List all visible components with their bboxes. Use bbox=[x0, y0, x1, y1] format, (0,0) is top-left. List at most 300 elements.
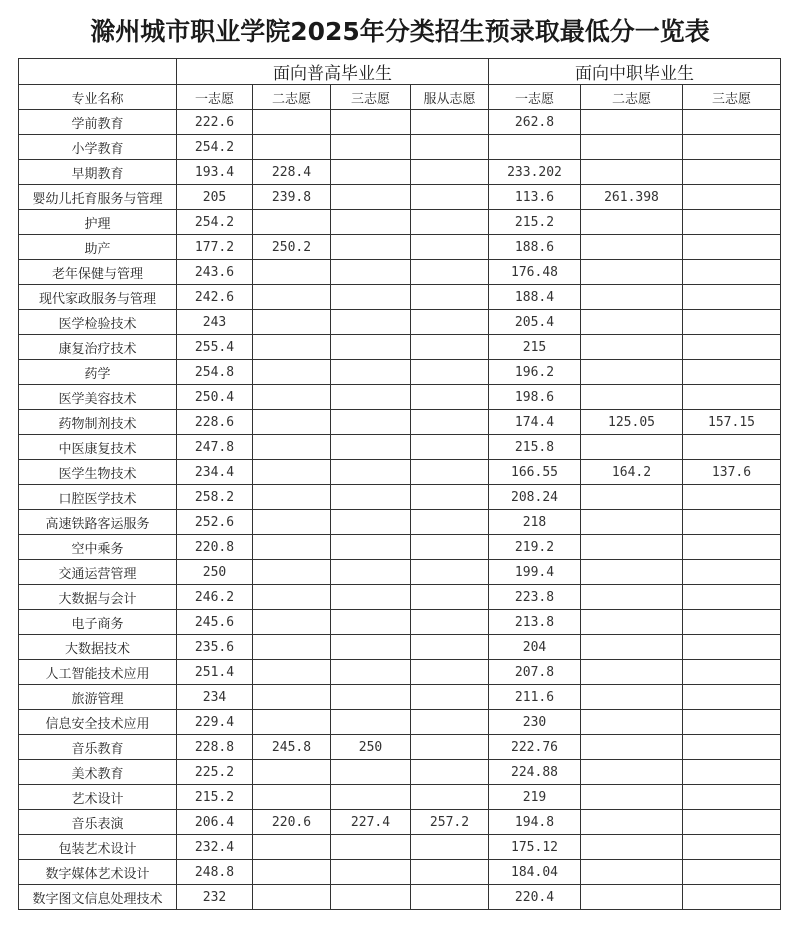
major-name-cell: 音乐教育 bbox=[19, 735, 177, 760]
vocational-third-cell bbox=[683, 260, 781, 285]
table-row bbox=[19, 760, 781, 785]
vocational-first-cell: 220.4 bbox=[489, 885, 581, 910]
vocational-second-cell bbox=[581, 360, 683, 385]
major-name-cell: 信息安全技术应用 bbox=[19, 710, 177, 735]
major-name-cell: 护理 bbox=[19, 210, 177, 235]
empty-corner-cell bbox=[19, 59, 177, 85]
general-obey-cell bbox=[411, 185, 489, 210]
vocational-second-cell bbox=[581, 310, 683, 335]
general-obey-cell bbox=[411, 285, 489, 310]
table-row bbox=[19, 210, 781, 235]
major-name-cell: 空中乘务 bbox=[19, 535, 177, 560]
general-obey-cell bbox=[411, 760, 489, 785]
vocational-first-cell: 188.4 bbox=[489, 285, 581, 310]
vocational-second-cell bbox=[581, 635, 683, 660]
general-third-cell bbox=[331, 585, 411, 610]
vocational-first-cell: 196.2 bbox=[489, 360, 581, 385]
vocational-first-cell: 175.12 bbox=[489, 835, 581, 860]
general-obey-cell bbox=[411, 585, 489, 610]
vocational-second-cell bbox=[581, 485, 683, 510]
general-second-cell bbox=[253, 535, 331, 560]
table-row bbox=[19, 335, 781, 360]
table-row bbox=[19, 185, 781, 210]
table-row bbox=[19, 385, 781, 410]
major-name-cell: 药学 bbox=[19, 360, 177, 385]
general-second-cell bbox=[253, 685, 331, 710]
col-header-general-third: 三志愿 bbox=[331, 85, 411, 110]
vocational-third-cell bbox=[683, 860, 781, 885]
vocational-second-cell bbox=[581, 510, 683, 535]
general-obey-cell bbox=[411, 635, 489, 660]
general-first-cell: 242.6 bbox=[177, 285, 253, 310]
general-obey-cell bbox=[411, 485, 489, 510]
vocational-third-cell bbox=[683, 535, 781, 560]
general-first-cell: 206.4 bbox=[177, 810, 253, 835]
general-obey-cell bbox=[411, 885, 489, 910]
general-third-cell bbox=[331, 685, 411, 710]
table-row bbox=[19, 635, 781, 660]
general-second-cell bbox=[253, 135, 331, 160]
general-third-cell bbox=[331, 760, 411, 785]
general-third-cell bbox=[331, 335, 411, 360]
vocational-first-cell: 207.8 bbox=[489, 660, 581, 685]
vocational-third-cell bbox=[683, 285, 781, 310]
page-title: 滁州城市职业学院2025年分类招生预录取最低分一览表 bbox=[90, 17, 710, 46]
column-header-row bbox=[19, 85, 781, 110]
general-obey-cell bbox=[411, 685, 489, 710]
vocational-third-cell bbox=[683, 335, 781, 360]
major-name-cell: 医学检验技术 bbox=[19, 310, 177, 335]
general-obey-cell bbox=[411, 435, 489, 460]
general-second-cell bbox=[253, 435, 331, 460]
general-first-cell: 177.2 bbox=[177, 235, 253, 260]
vocational-third-cell: 137.6 bbox=[683, 460, 781, 485]
general-third-cell bbox=[331, 785, 411, 810]
col-header-general-obey: 服从志愿 bbox=[411, 85, 489, 110]
general-second-cell bbox=[253, 835, 331, 860]
group-header-row bbox=[19, 59, 781, 85]
general-obey-cell bbox=[411, 660, 489, 685]
vocational-first-cell: 215.2 bbox=[489, 210, 581, 235]
general-obey-cell bbox=[411, 110, 489, 135]
major-name-cell: 音乐表演 bbox=[19, 810, 177, 835]
general-obey-cell bbox=[411, 385, 489, 410]
vocational-second-cell bbox=[581, 210, 683, 235]
general-first-cell: 254.2 bbox=[177, 135, 253, 160]
general-second-cell bbox=[253, 385, 331, 410]
general-second-cell bbox=[253, 260, 331, 285]
vocational-first-cell: 215.8 bbox=[489, 435, 581, 460]
vocational-second-cell bbox=[581, 560, 683, 585]
vocational-first-cell bbox=[489, 135, 581, 160]
vocational-third-cell bbox=[683, 210, 781, 235]
general-obey-cell bbox=[411, 610, 489, 635]
vocational-first-cell: 208.24 bbox=[489, 485, 581, 510]
vocational-first-cell: 215 bbox=[489, 335, 581, 360]
table-row bbox=[19, 835, 781, 860]
general-obey-cell bbox=[411, 710, 489, 735]
col-header-vocational-first: 一志愿 bbox=[489, 85, 581, 110]
vocational-second-cell bbox=[581, 835, 683, 860]
major-name-cell: 交通运营管理 bbox=[19, 560, 177, 585]
general-second-cell bbox=[253, 560, 331, 585]
vocational-second-cell: 261.398 bbox=[581, 185, 683, 210]
vocational-third-cell bbox=[683, 785, 781, 810]
vocational-second-cell bbox=[581, 435, 683, 460]
general-first-cell: 247.8 bbox=[177, 435, 253, 460]
vocational-second-cell bbox=[581, 260, 683, 285]
general-obey-cell bbox=[411, 310, 489, 335]
vocational-third-cell bbox=[683, 485, 781, 510]
table-row bbox=[19, 410, 781, 435]
major-name-cell: 口腔医学技术 bbox=[19, 485, 177, 510]
general-first-cell: 234.4 bbox=[177, 460, 253, 485]
table-row bbox=[19, 510, 781, 535]
general-second-cell bbox=[253, 335, 331, 360]
vocational-first-cell: 211.6 bbox=[489, 685, 581, 710]
general-third-cell bbox=[331, 610, 411, 635]
general-third-cell bbox=[331, 210, 411, 235]
general-obey-cell bbox=[411, 735, 489, 760]
vocational-first-cell: 219 bbox=[489, 785, 581, 810]
general-third-cell bbox=[331, 185, 411, 210]
table-row bbox=[19, 535, 781, 560]
major-name-cell: 数字媒体艺术设计 bbox=[19, 860, 177, 885]
vocational-third-cell bbox=[683, 235, 781, 260]
table-row bbox=[19, 560, 781, 585]
major-name-cell: 艺术设计 bbox=[19, 785, 177, 810]
major-name-cell: 医学美容技术 bbox=[19, 385, 177, 410]
vocational-third-cell bbox=[683, 510, 781, 535]
general-obey-cell bbox=[411, 835, 489, 860]
major-name-cell: 包装艺术设计 bbox=[19, 835, 177, 860]
vocational-first-cell: 219.2 bbox=[489, 535, 581, 560]
general-third-cell bbox=[331, 435, 411, 460]
general-second-cell bbox=[253, 285, 331, 310]
table-row bbox=[19, 435, 781, 460]
vocational-first-cell: 224.88 bbox=[489, 760, 581, 785]
general-second-cell bbox=[253, 110, 331, 135]
general-second-cell bbox=[253, 210, 331, 235]
general-obey-cell bbox=[411, 260, 489, 285]
major-name-cell: 大数据技术 bbox=[19, 635, 177, 660]
table-row bbox=[19, 160, 781, 185]
group-header-general: 面向普高毕业生 bbox=[177, 59, 489, 85]
vocational-first-cell: 218 bbox=[489, 510, 581, 535]
general-first-cell: 225.2 bbox=[177, 760, 253, 785]
major-name-cell: 高速铁路客运服务 bbox=[19, 510, 177, 535]
general-third-cell bbox=[331, 135, 411, 160]
vocational-second-cell bbox=[581, 885, 683, 910]
vocational-third-cell bbox=[683, 635, 781, 660]
table-row bbox=[19, 360, 781, 385]
table-row bbox=[19, 885, 781, 910]
major-name-cell: 小学教育 bbox=[19, 135, 177, 160]
vocational-third-cell bbox=[683, 610, 781, 635]
general-obey-cell bbox=[411, 535, 489, 560]
general-first-cell: 243.6 bbox=[177, 260, 253, 285]
table-row bbox=[19, 710, 781, 735]
major-name-cell: 旅游管理 bbox=[19, 685, 177, 710]
general-second-cell bbox=[253, 585, 331, 610]
general-second-cell bbox=[253, 360, 331, 385]
general-third-cell bbox=[331, 260, 411, 285]
general-third-cell bbox=[331, 285, 411, 310]
general-first-cell: 228.6 bbox=[177, 410, 253, 435]
vocational-third-cell bbox=[683, 760, 781, 785]
major-name-cell: 药物制剂技术 bbox=[19, 410, 177, 435]
vocational-third-cell bbox=[683, 585, 781, 610]
vocational-third-cell bbox=[683, 310, 781, 335]
general-obey-cell bbox=[411, 160, 489, 185]
general-first-cell: 205 bbox=[177, 185, 253, 210]
major-name-cell: 数字图文信息处理技术 bbox=[19, 885, 177, 910]
major-name-cell: 现代家政服务与管理 bbox=[19, 285, 177, 310]
general-third-cell bbox=[331, 835, 411, 860]
vocational-first-cell: 176.48 bbox=[489, 260, 581, 285]
general-third-cell bbox=[331, 385, 411, 410]
general-obey-cell bbox=[411, 785, 489, 810]
table-row bbox=[19, 810, 781, 835]
general-obey-cell bbox=[411, 860, 489, 885]
major-name-cell: 婴幼儿托育服务与管理 bbox=[19, 185, 177, 210]
vocational-second-cell bbox=[581, 135, 683, 160]
col-header-vocational-third: 三志愿 bbox=[683, 85, 781, 110]
vocational-third-cell bbox=[683, 735, 781, 760]
vocational-second-cell bbox=[581, 785, 683, 810]
general-first-cell: 255.4 bbox=[177, 335, 253, 360]
general-first-cell: 222.6 bbox=[177, 110, 253, 135]
major-name-cell: 医学生物技术 bbox=[19, 460, 177, 485]
vocational-second-cell bbox=[581, 660, 683, 685]
general-first-cell: 245.6 bbox=[177, 610, 253, 635]
general-second-cell bbox=[253, 410, 331, 435]
general-first-cell: 234 bbox=[177, 685, 253, 710]
vocational-second-cell bbox=[581, 535, 683, 560]
general-second-cell bbox=[253, 710, 331, 735]
vocational-second-cell bbox=[581, 810, 683, 835]
vocational-first-cell: 222.76 bbox=[489, 735, 581, 760]
col-header-general-second: 二志愿 bbox=[253, 85, 331, 110]
general-second-cell bbox=[253, 610, 331, 635]
table-row bbox=[19, 860, 781, 885]
general-first-cell: 251.4 bbox=[177, 660, 253, 685]
major-name-cell: 康复治疗技术 bbox=[19, 335, 177, 360]
general-obey-cell bbox=[411, 235, 489, 260]
table-row bbox=[19, 610, 781, 635]
general-third-cell bbox=[331, 660, 411, 685]
general-first-cell: 243 bbox=[177, 310, 253, 335]
major-name-cell: 人工智能技术应用 bbox=[19, 660, 177, 685]
general-obey-cell bbox=[411, 360, 489, 385]
vocational-second-cell bbox=[581, 585, 683, 610]
vocational-third-cell bbox=[683, 135, 781, 160]
general-obey-cell bbox=[411, 210, 489, 235]
table-row bbox=[19, 485, 781, 510]
general-first-cell: 228.8 bbox=[177, 735, 253, 760]
table-row bbox=[19, 460, 781, 485]
general-first-cell: 220.8 bbox=[177, 535, 253, 560]
table-row bbox=[19, 685, 781, 710]
general-third-cell bbox=[331, 560, 411, 585]
general-third-cell bbox=[331, 710, 411, 735]
vocational-third-cell bbox=[683, 385, 781, 410]
vocational-first-cell: 174.4 bbox=[489, 410, 581, 435]
vocational-first-cell: 230 bbox=[489, 710, 581, 735]
vocational-second-cell bbox=[581, 160, 683, 185]
general-first-cell: 232 bbox=[177, 885, 253, 910]
vocational-second-cell bbox=[581, 610, 683, 635]
general-third-cell bbox=[331, 110, 411, 135]
general-first-cell: 193.4 bbox=[177, 160, 253, 185]
vocational-first-cell: 188.6 bbox=[489, 235, 581, 260]
general-third-cell bbox=[331, 310, 411, 335]
general-obey-cell bbox=[411, 135, 489, 160]
general-first-cell: 254.8 bbox=[177, 360, 253, 385]
table-row bbox=[19, 735, 781, 760]
vocational-third-cell bbox=[683, 360, 781, 385]
table-row bbox=[19, 135, 781, 160]
table-row bbox=[19, 260, 781, 285]
general-third-cell bbox=[331, 885, 411, 910]
table-row bbox=[19, 235, 781, 260]
vocational-third-cell bbox=[683, 660, 781, 685]
vocational-first-cell: 184.04 bbox=[489, 860, 581, 885]
general-second-cell bbox=[253, 760, 331, 785]
vocational-second-cell bbox=[581, 735, 683, 760]
general-second-cell: 228.4 bbox=[253, 160, 331, 185]
col-header-vocational-second: 二志愿 bbox=[581, 85, 683, 110]
vocational-first-cell: 233.202 bbox=[489, 160, 581, 185]
general-second-cell: 239.8 bbox=[253, 185, 331, 210]
vocational-first-cell: 223.8 bbox=[489, 585, 581, 610]
general-second-cell bbox=[253, 660, 331, 685]
table-row bbox=[19, 660, 781, 685]
general-first-cell: 252.6 bbox=[177, 510, 253, 535]
vocational-third-cell bbox=[683, 435, 781, 460]
general-first-cell: 258.2 bbox=[177, 485, 253, 510]
vocational-second-cell bbox=[581, 760, 683, 785]
vocational-first-cell: 198.6 bbox=[489, 385, 581, 410]
general-third-cell bbox=[331, 160, 411, 185]
general-second-cell bbox=[253, 635, 331, 660]
vocational-second-cell bbox=[581, 335, 683, 360]
general-first-cell: 235.6 bbox=[177, 635, 253, 660]
col-header-major: 专业名称 bbox=[19, 85, 177, 110]
vocational-second-cell bbox=[581, 285, 683, 310]
vocational-second-cell bbox=[581, 685, 683, 710]
vocational-second-cell bbox=[581, 110, 683, 135]
general-first-cell: 215.2 bbox=[177, 785, 253, 810]
vocational-first-cell: 205.4 bbox=[489, 310, 581, 335]
general-second-cell bbox=[253, 460, 331, 485]
general-second-cell bbox=[253, 860, 331, 885]
general-second-cell bbox=[253, 785, 331, 810]
general-third-cell bbox=[331, 485, 411, 510]
vocational-first-cell: 113.6 bbox=[489, 185, 581, 210]
general-obey-cell bbox=[411, 410, 489, 435]
group-header-vocational: 面向中职毕业生 bbox=[489, 59, 781, 85]
vocational-third-cell: 157.15 bbox=[683, 410, 781, 435]
general-third-cell bbox=[331, 460, 411, 485]
general-third-cell: 227.4 bbox=[331, 810, 411, 835]
general-third-cell bbox=[331, 860, 411, 885]
major-name-cell: 早期教育 bbox=[19, 160, 177, 185]
vocational-third-cell bbox=[683, 560, 781, 585]
table-body bbox=[19, 110, 781, 910]
vocational-third-cell bbox=[683, 110, 781, 135]
general-first-cell: 254.2 bbox=[177, 210, 253, 235]
general-third-cell bbox=[331, 510, 411, 535]
general-obey-cell bbox=[411, 510, 489, 535]
vocational-first-cell: 194.8 bbox=[489, 810, 581, 835]
vocational-third-cell bbox=[683, 885, 781, 910]
general-obey-cell bbox=[411, 335, 489, 360]
vocational-first-cell: 204 bbox=[489, 635, 581, 660]
general-second-cell bbox=[253, 510, 331, 535]
general-second-cell: 250.2 bbox=[253, 235, 331, 260]
general-first-cell: 232.4 bbox=[177, 835, 253, 860]
vocational-first-cell: 213.8 bbox=[489, 610, 581, 635]
major-name-cell: 老年保健与管理 bbox=[19, 260, 177, 285]
general-third-cell: 250 bbox=[331, 735, 411, 760]
vocational-third-cell bbox=[683, 160, 781, 185]
table-row bbox=[19, 785, 781, 810]
major-name-cell: 大数据与会计 bbox=[19, 585, 177, 610]
general-first-cell: 250 bbox=[177, 560, 253, 585]
general-third-cell bbox=[331, 235, 411, 260]
vocational-first-cell: 199.4 bbox=[489, 560, 581, 585]
major-name-cell: 美术教育 bbox=[19, 760, 177, 785]
vocational-third-cell bbox=[683, 835, 781, 860]
vocational-second-cell bbox=[581, 710, 683, 735]
vocational-third-cell bbox=[683, 810, 781, 835]
table-row bbox=[19, 585, 781, 610]
general-first-cell: 229.4 bbox=[177, 710, 253, 735]
general-third-cell bbox=[331, 535, 411, 560]
vocational-third-cell bbox=[683, 710, 781, 735]
vocational-second-cell: 125.05 bbox=[581, 410, 683, 435]
vocational-first-cell: 166.55 bbox=[489, 460, 581, 485]
major-name-cell: 电子商务 bbox=[19, 610, 177, 635]
general-obey-cell bbox=[411, 560, 489, 585]
major-name-cell: 学前教育 bbox=[19, 110, 177, 135]
vocational-second-cell bbox=[581, 235, 683, 260]
general-second-cell bbox=[253, 885, 331, 910]
general-first-cell: 250.4 bbox=[177, 385, 253, 410]
admission-score-table bbox=[18, 58, 781, 910]
vocational-second-cell bbox=[581, 860, 683, 885]
general-second-cell bbox=[253, 310, 331, 335]
vocational-first-cell: 262.8 bbox=[489, 110, 581, 135]
table-row bbox=[19, 110, 781, 135]
vocational-second-cell: 164.2 bbox=[581, 460, 683, 485]
general-obey-cell: 257.2 bbox=[411, 810, 489, 835]
vocational-third-cell bbox=[683, 685, 781, 710]
vocational-second-cell bbox=[581, 385, 683, 410]
general-third-cell bbox=[331, 635, 411, 660]
major-name-cell: 助产 bbox=[19, 235, 177, 260]
general-first-cell: 248.8 bbox=[177, 860, 253, 885]
vocational-third-cell bbox=[683, 185, 781, 210]
general-second-cell bbox=[253, 485, 331, 510]
general-second-cell: 220.6 bbox=[253, 810, 331, 835]
general-third-cell bbox=[331, 360, 411, 385]
col-header-general-first: 一志愿 bbox=[177, 85, 253, 110]
table-row bbox=[19, 285, 781, 310]
major-name-cell: 中医康复技术 bbox=[19, 435, 177, 460]
general-obey-cell bbox=[411, 460, 489, 485]
